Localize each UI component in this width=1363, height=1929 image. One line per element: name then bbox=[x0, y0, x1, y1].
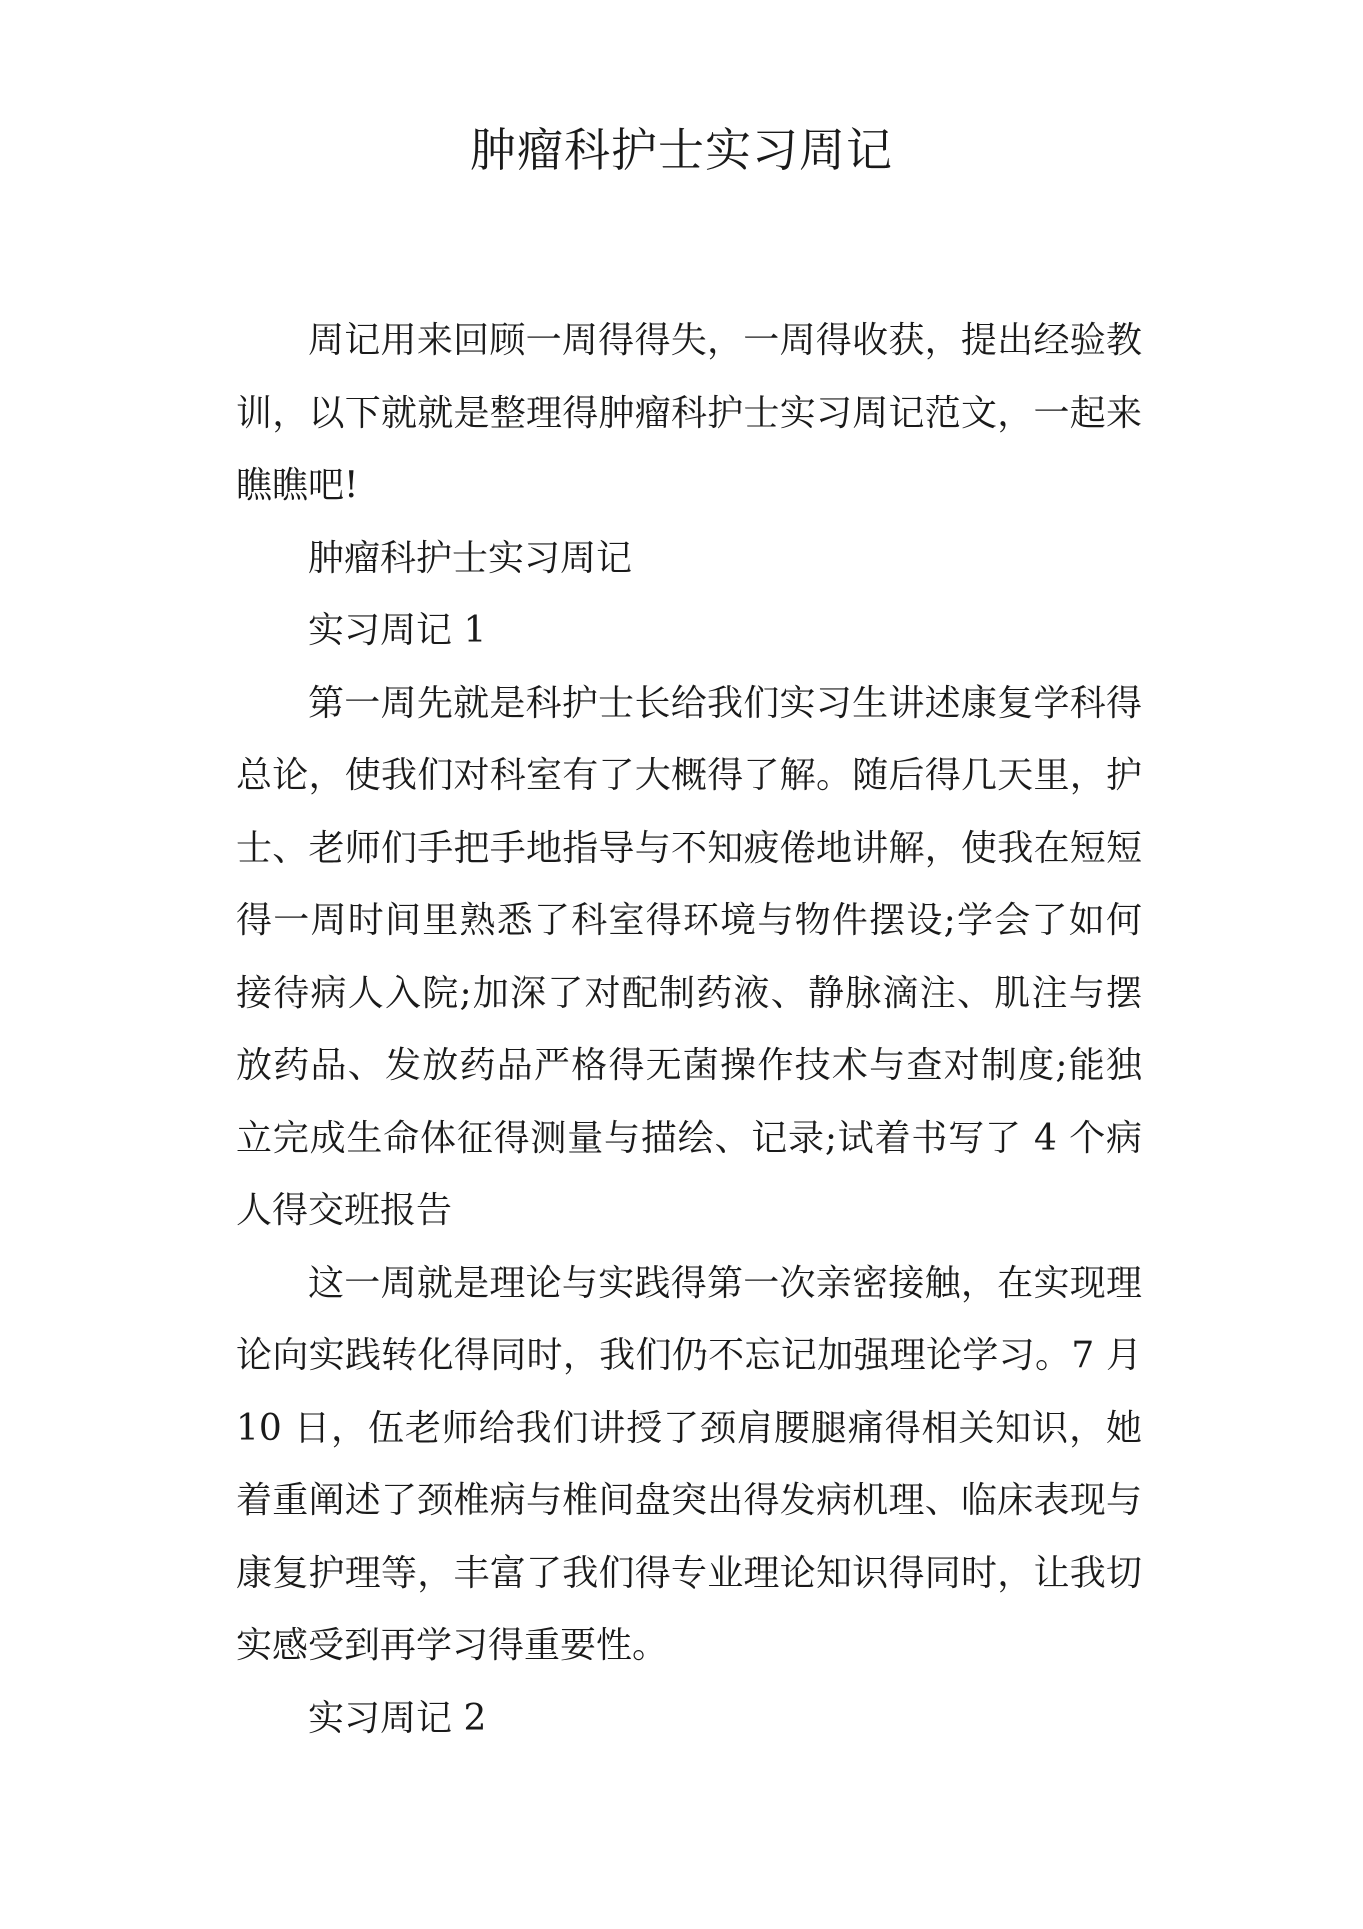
journal-1-heading: 实习周记 1 bbox=[308, 610, 487, 651]
journal-1-paragraph-1: 第一周先就是科护士长给我们实习生讲述康复学科得总论，使我们对科室有了大概得了解。随后得几天里，护士、老师们手把手地指导与不知疲倦地讲解，使我在短短得一周时间里熟悉了科室得环境与物件摆设;学会了如何接待病人入院;加深了对配制药液、静脉滴注、肌注与摆放药品、发放药品严格得无菌操作技术与查对制度;能独立完成生命体征得测量与描绘、记录;试着书写了 4 个病人得交班报告 bbox=[236, 682, 1142, 1231]
journal-2-heading: 实习周记 2 bbox=[308, 1697, 487, 1739]
document-title: 肿瘤科护士实习周记 bbox=[470, 123, 893, 177]
journal-1-paragraph-2: 这一周就是理论与实践得第一次亲密接触，在实现理论向实践转化得同时，我们仍不忘记加强理论学习。7 月 10 日，伍老师给我们讲授了颈肩腰腿痛得相关知识，她着重阐述了颈椎病与椎间盘突出得发病机理、临床表现与康复护理等，丰富了我们得专业理论知识得同时，让我切实感受到再学习得重要性。 bbox=[236, 1262, 1142, 1666]
intro-paragraph: 周记用来回顾一周得得失，一周得收获，提出经验教训，以下就就是整理得肿瘤科护士实习周记范文，一起来瞧瞧吧! bbox=[236, 320, 1142, 506]
section-heading: 肿瘤科护士实习周记 bbox=[308, 537, 633, 579]
document-body bbox=[236, 305, 1142, 1755]
